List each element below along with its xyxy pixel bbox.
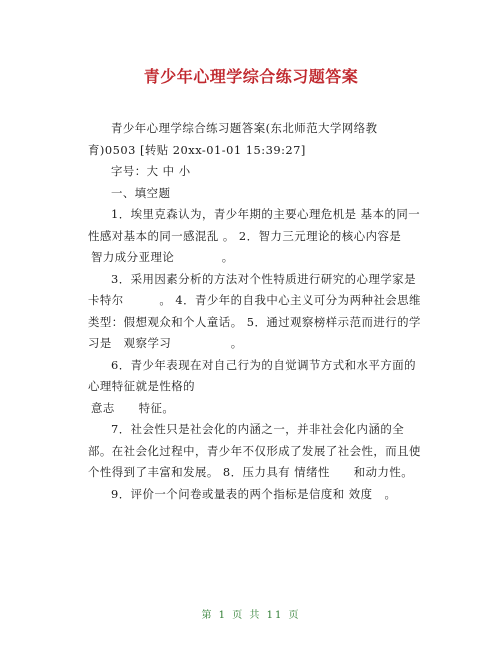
document-title: 青少年心理学综合练习题答案 [143, 67, 359, 86]
page-footer: 第 1 页 共 11 页 [201, 610, 301, 621]
paragraph-source: 青少年心理学综合练习题答案(东北师范大学网络教育)0503 [转贴 20xx-01-01 15:39:27] [88, 121, 378, 157]
paragraph-q3-q5: 3．采用因素分析的方法对个性特质进行研究的心理学家是卡特尔 。 4．青少年的自我中心主义可分为两种社会思维类型：假想观众和个人童话。 5．通过观察榜样示范而进行的学习是 观察学习 。 [88, 271, 421, 350]
paragraph-q6-answer: 意志 特征。 [91, 400, 175, 415]
paragraph-q7-q8: 7．社会性只是社会化的内涵之一，并非社会化内涵的全部。在社会化过程中，青少年不仅形成了发展了社会性，而且使 个性得到了丰富和发展。 8．压力具有 情绪性 和动力性。 [88, 422, 421, 479]
document-body [88, 118, 421, 505]
section-heading: 一、填空题 [111, 185, 171, 200]
paragraph-q2-answer: 智力成分亚理论 。 [91, 250, 234, 264]
paragraph-q6: 6．青少年表现在对自己行为的自觉调节方式和水平方面的心理特征就是性格的 [88, 357, 417, 393]
paragraph-q1-q2: 1．埃里克森认为，青少年期的主要心理危机是 基本的同一性感对基本的同一感混乱 。 2．智力三元理论的核心内容是 [88, 207, 421, 243]
paragraph-q9: 9．评价一个问卷或量表的两个指标是信度和 效度 。 [111, 486, 397, 501]
paragraph-font-size: 字号：大 中 小 [111, 164, 191, 178]
